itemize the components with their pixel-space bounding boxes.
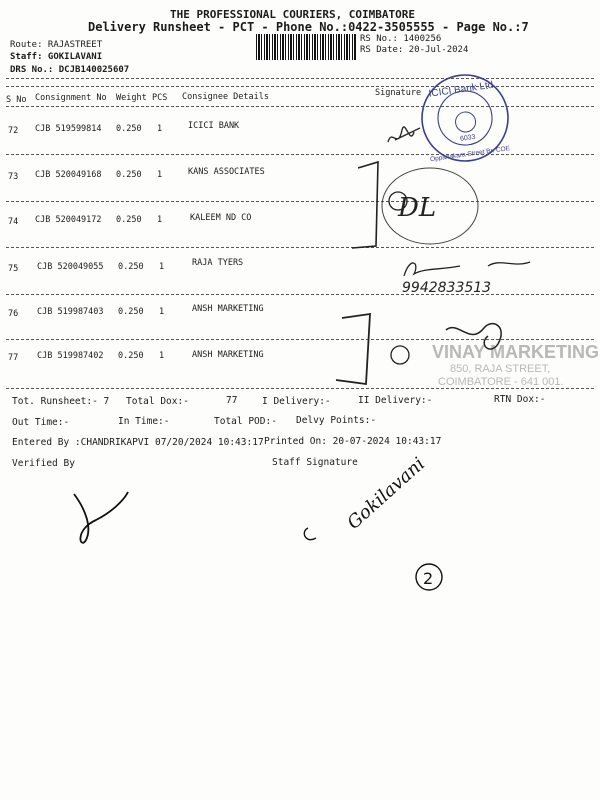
icici-stamp-number: 6033 (459, 133, 477, 143)
total-dox-value: 77 (226, 395, 238, 406)
rs-number: RS No.: 1400256 (360, 34, 442, 44)
staff-signature-label: Staff Signature (272, 457, 358, 468)
row-weight: 0.250 (116, 170, 142, 180)
signature-73: DL (398, 193, 437, 223)
vinay-stamp-line1: VINAY MARKETING (432, 342, 600, 362)
bracket-76-77 (336, 314, 370, 384)
col-header-sno: S No (6, 95, 27, 105)
circle-mark-77 (391, 346, 409, 364)
row-weight: 0.250 (118, 262, 144, 272)
row-sno: 72 (8, 126, 19, 136)
row-sno: 77 (8, 353, 19, 363)
row-consignment: CJB 519987402 (37, 351, 104, 361)
circled-number-text: 2 (423, 569, 434, 588)
row-sno: 76 (8, 309, 19, 319)
row-consignment: CJB 519987403 (37, 307, 104, 317)
row-sno: 75 (8, 264, 19, 274)
total-pod: Total POD:- (214, 416, 277, 427)
row-consignee: ANSH MARKETING (192, 304, 264, 314)
in-time: In Time:- (118, 416, 170, 427)
row-pcs: 1 (159, 351, 165, 361)
staff-signature: Gokilavani (343, 453, 430, 534)
printed-on: Printed On: 20-07-2024 10:43:17 (264, 436, 442, 447)
icici-stamp-line2: Oppanakara Street Br. COE (429, 145, 511, 164)
tot-runsheet: Tot. Runsheet:- 7 (12, 396, 110, 407)
row-sno: 73 (8, 172, 19, 182)
vinay-stamp-line2: 850, RAJA STREET, (450, 363, 551, 375)
row-pcs: 1 (157, 124, 163, 134)
bracket-73-74 (352, 162, 378, 248)
col-header-consignment: Consignment No (35, 93, 107, 103)
signature-75 (404, 262, 530, 276)
row-consignment: CJB 519599814 (35, 124, 102, 134)
row-consignee: RAJA TYERS (192, 258, 244, 268)
col-header-consignee: Consignee Details (182, 92, 269, 102)
staff-initial-mark (304, 528, 316, 540)
row-consignment: CJB 520049172 (35, 215, 102, 225)
row-sno: 74 (8, 217, 19, 227)
route-label: Route: RAJASTREET (10, 40, 103, 50)
icici-stamp (416, 69, 513, 166)
i-delivery: I Delivery:- (262, 396, 331, 407)
row-consignment: CJB 520049168 (35, 170, 102, 180)
runsheet-subtitle: Delivery Runsheet - PCT - Phone No.:0422-3505555 - Page No.:7 (88, 20, 529, 34)
row-consignee: KALEEM ND CO (190, 213, 252, 223)
total-dox-label: Total Dox:- (126, 396, 189, 407)
row-pcs: 1 (159, 262, 165, 272)
row-pcs: 1 (157, 215, 163, 225)
signature-72 (388, 127, 420, 142)
row-consignee: ANSH MARKETING (192, 350, 264, 360)
ii-delivery: II Delivery:- (358, 395, 433, 406)
vinay-stamp (432, 342, 599, 388)
row-pcs: 1 (159, 307, 165, 317)
row-pcs: 1 (157, 170, 163, 180)
verified-signature (74, 492, 128, 543)
row-weight: 0.250 (118, 307, 144, 317)
icici-stamp-line1: ICICI Bank Ltd (428, 79, 494, 100)
rs-date: RS Date: 20-Jul-2024 (360, 45, 469, 55)
row75-phone: 9942833513 (402, 280, 492, 296)
company-name: THE PROFESSIONAL COURIERS, COIMBATORE (170, 8, 416, 21)
rtn-dox: RTN Dox:- (494, 394, 546, 405)
row-consignee: ICICI BANK (188, 121, 240, 131)
row-weight: 0.250 (116, 215, 142, 225)
staff-label: Staff: GOKILAVANI (10, 52, 103, 62)
row-weight: 0.250 (116, 124, 142, 134)
delvy-points: Delvy Points:- (296, 415, 377, 426)
col-header-weight: Weight (116, 93, 147, 103)
row-weight: 0.250 (118, 351, 144, 361)
col-header-signature: Signature (375, 88, 422, 98)
col-header-pcs: PCS (152, 93, 168, 103)
row-consignment: CJB 520049055 (37, 262, 104, 272)
out-time: Out Time:- (12, 417, 70, 428)
verified-by: Verified By (12, 458, 75, 469)
entered-by: Entered By :CHANDRIKAPVI 07/20/2024 10:43:17 (12, 437, 264, 448)
vinay-stamp-line3: COIMBATORE - 641 001. (438, 376, 564, 388)
row-consignee: KANS ASSOCIATES (188, 167, 265, 177)
drs-number: DRS No.: DCJB140025607 (10, 65, 130, 75)
